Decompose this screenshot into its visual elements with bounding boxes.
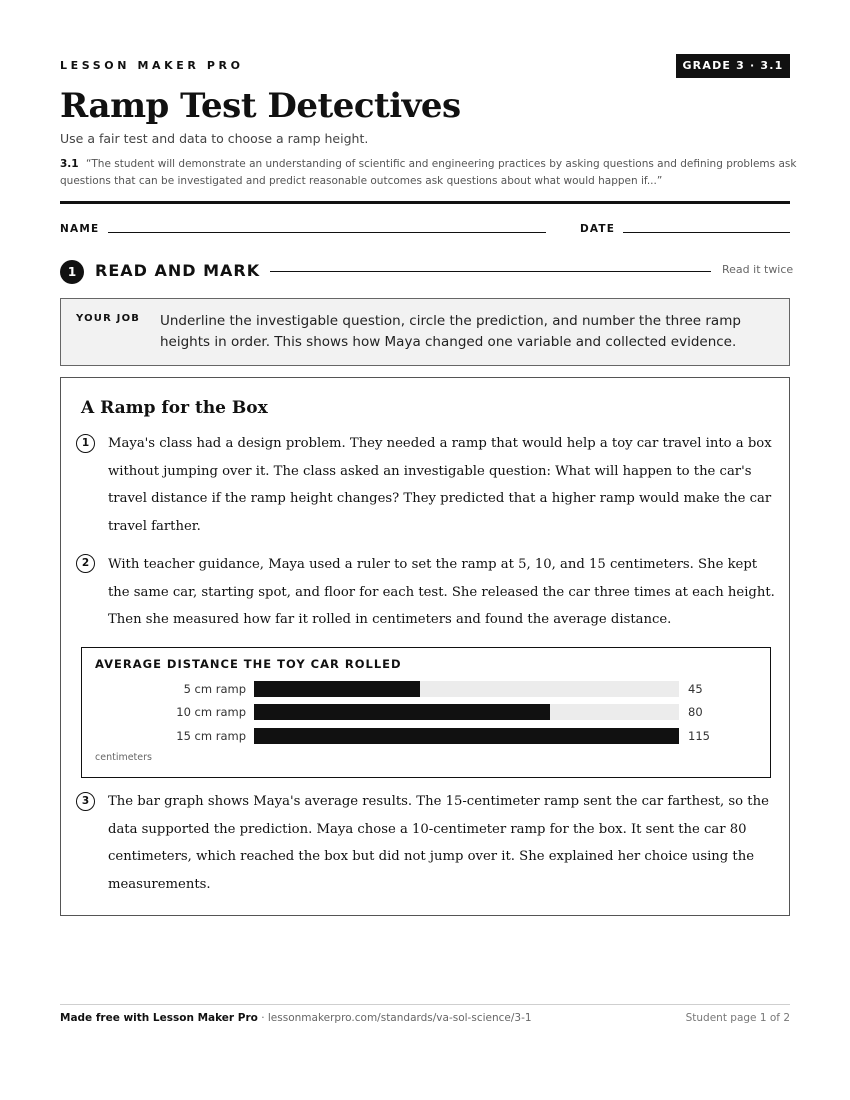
job-instructions-box: [60, 298, 790, 366]
standard-code: 3.1: [60, 158, 79, 170]
chart-value-label: 80: [688, 705, 703, 719]
chart-bar-track: [254, 704, 679, 720]
standard-statement: [60, 156, 800, 190]
chart-title: AVERAGE DISTANCE THE TOY CAR ROLLED: [95, 657, 402, 671]
paragraph-3: The bar graph shows Maya's average results. The 15-centimeter ramp sent the car farthest, so the data supported the prediction. Maya chose a 10-centimeter ramp for the box. It sent the car 80 centimeters, which reached the box but did not jump over it. She explained her choice using the measurements.: [108, 794, 769, 892]
chart-bar-track: [254, 728, 679, 744]
brand-name: LESSON MAKER PRO: [60, 59, 244, 72]
date-label: DATE: [580, 223, 616, 235]
chart-bar: [254, 704, 550, 720]
reading-passage: [60, 377, 790, 916]
paragraph-2: With teacher guidance, Maya used a ruler to set the ramp at 5, 10, and 15 centimeters. She kept the same car, starting spot, and floor for each test. She released the car three times at each height. Then she measured how far it rolled in centimeters and found the average distance.: [108, 557, 775, 627]
paragraph-marker-2: 2: [76, 554, 95, 573]
footer-separator: ·: [261, 1012, 265, 1024]
footer-divider: [60, 1004, 790, 1005]
paragraph-marker-1: 1: [76, 434, 95, 453]
chart-row: [82, 704, 772, 720]
standard-text: “The student will demonstrate an understanding of scientific and engineering practices by asking questions and defining problems ask questions that can be investigated and predict reasonable outcomes ask questions about what would happen if...”: [60, 158, 797, 187]
paragraph-marker-3: 3: [76, 792, 95, 811]
worksheet-subtitle: Use a fair test and data to choose a ramp height.: [60, 131, 369, 146]
chart-value-label: 115: [688, 729, 710, 743]
chart-row: [82, 728, 772, 744]
chart-category-label: 10 cm ramp: [176, 705, 246, 719]
distance-bar-chart: [81, 647, 771, 778]
job-label: YOUR JOB: [76, 313, 141, 324]
footer-credit: [60, 1012, 532, 1024]
section-number-badge: 1: [60, 260, 84, 284]
paragraph-1: Maya's class had a design problem. They needed a ramp that would help a toy car travel into a box without jumping over it. The class asked an investigable question: What will happen to the car's travel distance if the ramp height changes? They predicted that a higher ramp would make the car travel farther.: [108, 436, 772, 534]
worksheet-title: Ramp Test Detectives: [60, 86, 461, 126]
name-field-line[interactable]: [108, 232, 546, 233]
name-label: NAME: [60, 223, 100, 235]
header-divider: [60, 201, 790, 204]
chart-value-label: 45: [688, 682, 703, 696]
footer-made-with: Made free with Lesson Maker Pro: [60, 1012, 258, 1024]
chart-category-label: 15 cm ramp: [176, 729, 246, 743]
footer-url[interactable]: lessonmakerpro.com/standards/va-sol-science/3-1: [267, 1012, 532, 1024]
chart-unit-label: centimeters: [95, 752, 152, 763]
chart-bar: [254, 728, 679, 744]
footer-page-number: Student page 1 of 2: [685, 1012, 790, 1024]
section-title: READ AND MARK: [95, 261, 261, 280]
chart-bar-track: [254, 681, 679, 697]
section-divider: [270, 271, 711, 272]
grade-badge: GRADE 3 · 3.1: [676, 54, 790, 78]
chart-row: [82, 681, 772, 697]
date-field-line[interactable]: [623, 232, 790, 233]
passage-title: A Ramp for the Box: [81, 398, 268, 418]
job-text: Underline the investigable question, circle the prediction, and number the three ramp heights in order. This shows how Maya changed one variable and collected evidence.: [160, 313, 741, 350]
chart-category-label: 5 cm ramp: [183, 682, 246, 696]
chart-bar: [254, 681, 420, 697]
section-note: Read it twice: [722, 263, 794, 276]
